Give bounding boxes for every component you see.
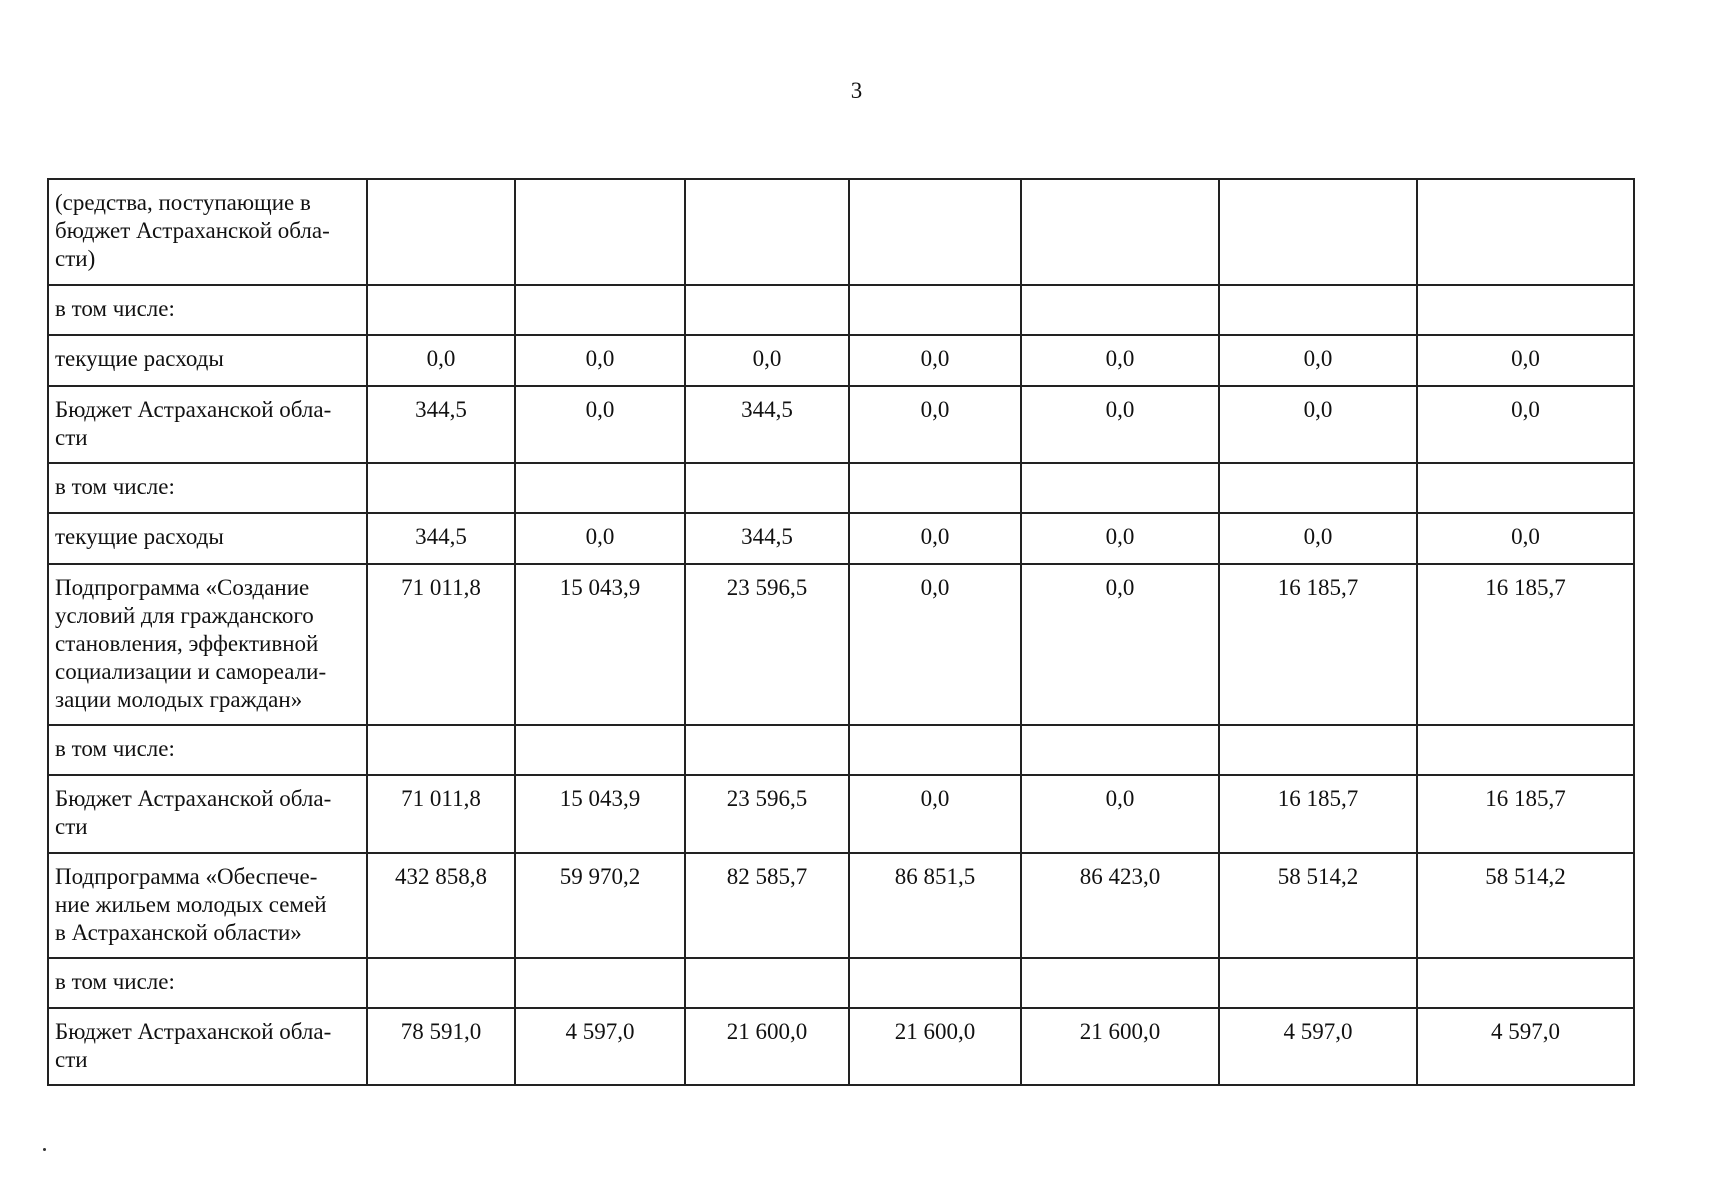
table-row xyxy=(48,725,1634,775)
table-cell: 86 423,0 xyxy=(1021,853,1219,958)
table-cell: 344,5 xyxy=(685,386,849,463)
table-cell xyxy=(1021,285,1219,335)
table-cell: 0,0 xyxy=(1021,564,1219,725)
table-cell: 15 043,9 xyxy=(515,775,685,853)
table-cell: 0,0 xyxy=(515,386,685,463)
table-cell: 0,0 xyxy=(849,335,1021,386)
table-cell xyxy=(1021,725,1219,775)
table-cell xyxy=(367,463,515,513)
table-cell xyxy=(685,179,849,285)
row-label: в том числе: xyxy=(48,725,367,775)
table-cell: 0,0 xyxy=(1417,513,1634,564)
table-cell: 71 011,8 xyxy=(367,775,515,853)
table-cell xyxy=(1021,179,1219,285)
table-cell: 0,0 xyxy=(1417,335,1634,386)
table-row xyxy=(48,958,1634,1008)
table-cell: 0,0 xyxy=(849,513,1021,564)
table-cell: 4 597,0 xyxy=(515,1008,685,1085)
table-row xyxy=(48,513,1634,564)
table-cell xyxy=(515,285,685,335)
table-cell: 21 600,0 xyxy=(685,1008,849,1085)
table-cell xyxy=(1021,958,1219,1008)
table-cell: 59 970,2 xyxy=(515,853,685,958)
budget-table xyxy=(47,178,1635,1086)
table-cell xyxy=(849,463,1021,513)
table-cell: 86 851,5 xyxy=(849,853,1021,958)
table-cell: 4 597,0 xyxy=(1219,1008,1417,1085)
table-body xyxy=(48,179,1634,1085)
table-cell xyxy=(515,958,685,1008)
table-cell: 78 591,0 xyxy=(367,1008,515,1085)
table-row xyxy=(48,853,1634,958)
table-cell: 0,0 xyxy=(1021,335,1219,386)
table-cell xyxy=(515,463,685,513)
table-cell: 0,0 xyxy=(685,335,849,386)
table-cell: 432 858,8 xyxy=(367,853,515,958)
table-cell: 0,0 xyxy=(515,513,685,564)
table-cell xyxy=(685,958,849,1008)
table-cell: 21 600,0 xyxy=(849,1008,1021,1085)
table-cell xyxy=(1417,958,1634,1008)
table-cell xyxy=(849,958,1021,1008)
table-cell xyxy=(1219,958,1417,1008)
table-cell xyxy=(1417,179,1634,285)
page-number: 3 xyxy=(850,78,863,103)
table-row xyxy=(48,386,1634,463)
table-cell xyxy=(367,285,515,335)
table-cell: 0,0 xyxy=(849,564,1021,725)
row-label: Бюджет Астраханской обла- сти xyxy=(48,386,367,463)
table-cell: 23 596,5 xyxy=(685,564,849,725)
table-cell xyxy=(1219,463,1417,513)
row-label: в том числе: xyxy=(48,463,367,513)
table-cell xyxy=(849,179,1021,285)
table-cell: 0,0 xyxy=(849,775,1021,853)
row-label: Подпрограмма «Создание условий для гражданского становления, эффективной социализации и самореали- зации молодых граждан» xyxy=(48,564,367,725)
table-cell xyxy=(1219,179,1417,285)
row-label: в том числе: xyxy=(48,958,367,1008)
table-cell: 0,0 xyxy=(849,386,1021,463)
table-cell: 16 185,7 xyxy=(1219,775,1417,853)
table-cell: 16 185,7 xyxy=(1219,564,1417,725)
table-cell xyxy=(1219,725,1417,775)
table-cell: 0,0 xyxy=(1021,775,1219,853)
table-cell xyxy=(515,725,685,775)
table-row xyxy=(48,285,1634,335)
table-cell: 21 600,0 xyxy=(1021,1008,1219,1085)
table-cell xyxy=(849,725,1021,775)
table-cell: 16 185,7 xyxy=(1417,775,1634,853)
table-row xyxy=(48,335,1634,386)
table-cell: 58 514,2 xyxy=(1219,853,1417,958)
row-label: текущие расходы xyxy=(48,335,367,386)
table-cell: 0,0 xyxy=(1021,513,1219,564)
table-cell xyxy=(515,179,685,285)
table-cell xyxy=(849,285,1021,335)
table-cell xyxy=(1219,285,1417,335)
table-cell: 82 585,7 xyxy=(685,853,849,958)
table-cell: 0,0 xyxy=(1219,386,1417,463)
table-cell: 0,0 xyxy=(1417,386,1634,463)
table-cell: 0,0 xyxy=(515,335,685,386)
scan-speck xyxy=(43,1148,46,1151)
table-cell: 344,5 xyxy=(367,386,515,463)
table-cell: 0,0 xyxy=(367,335,515,386)
table-cell xyxy=(1021,463,1219,513)
table-cell: 16 185,7 xyxy=(1417,564,1634,725)
table-row xyxy=(48,775,1634,853)
table-cell: 0,0 xyxy=(1219,513,1417,564)
table-cell xyxy=(685,725,849,775)
row-label: Бюджет Астраханской обла- сти xyxy=(48,775,367,853)
table-cell xyxy=(367,958,515,1008)
table-cell xyxy=(367,179,515,285)
table-row xyxy=(48,179,1634,285)
row-label: Подпрограмма «Обеспече- ние жильем молодых семей в Астраханской области» xyxy=(48,853,367,958)
table-cell xyxy=(1417,725,1634,775)
table-cell: 0,0 xyxy=(1021,386,1219,463)
row-label: Бюджет Астраханской обла- сти xyxy=(48,1008,367,1085)
table-cell xyxy=(1417,285,1634,335)
row-label: (средства, поступающие в бюджет Астраханской обла- сти) xyxy=(48,179,367,285)
row-label: в том числе: xyxy=(48,285,367,335)
table-cell xyxy=(685,285,849,335)
table-cell: 71 011,8 xyxy=(367,564,515,725)
table-cell: 4 597,0 xyxy=(1417,1008,1634,1085)
table-cell: 23 596,5 xyxy=(685,775,849,853)
table-row xyxy=(48,463,1634,513)
row-label: текущие расходы xyxy=(48,513,367,564)
table-cell: 344,5 xyxy=(685,513,849,564)
table-row xyxy=(48,1008,1634,1085)
table-cell: 344,5 xyxy=(367,513,515,564)
table-cell: 15 043,9 xyxy=(515,564,685,725)
table-row xyxy=(48,564,1634,725)
table-cell: 0,0 xyxy=(1219,335,1417,386)
table-cell xyxy=(367,725,515,775)
table-cell xyxy=(1417,463,1634,513)
table-cell xyxy=(685,463,849,513)
table-cell: 58 514,2 xyxy=(1417,853,1634,958)
